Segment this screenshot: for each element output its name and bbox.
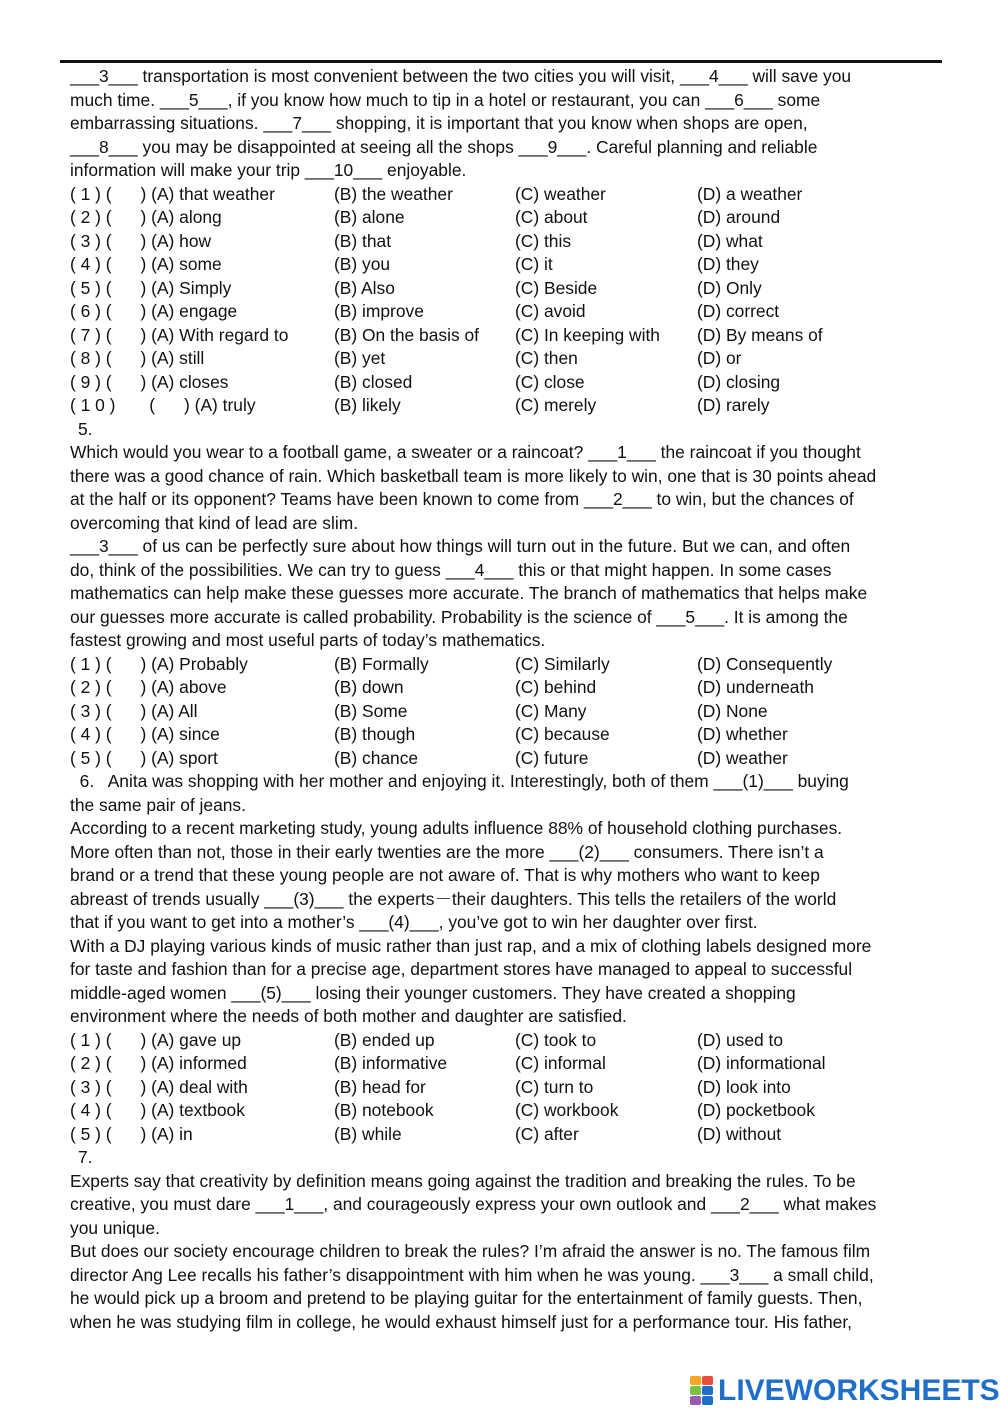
answer-option: (B) ended up bbox=[334, 1029, 435, 1050]
answer-option: (D) weather bbox=[697, 747, 788, 768]
question-number-and-option-a: ( 3 ) ( ) (A) how bbox=[70, 230, 212, 251]
answer-option: (B) chance bbox=[334, 747, 419, 768]
answer-option: (D) whether bbox=[697, 724, 788, 744]
answer-option: (D) Only bbox=[697, 277, 762, 298]
question-number-and-option-a: ( 1 0 ) ( ) (A) truly bbox=[70, 395, 256, 415]
answer-option: (C) it bbox=[515, 254, 553, 274]
question-row bbox=[70, 1099, 940, 1123]
passage-line: there was a good chance of rain. Which basketball team is more likely to win, one that is 30 points ahead bbox=[70, 465, 877, 486]
passage-line: More often than not, those in their early twenties are the more ___(2)___ consumers. There isn’t a bbox=[70, 841, 824, 862]
liveworksheets-logo[interactable] bbox=[690, 1374, 1000, 1408]
section-5-passage bbox=[70, 441, 940, 653]
brand-name: LIVEWORKSHEETS bbox=[718, 1374, 1000, 1407]
answer-option: (B) On the basis of bbox=[334, 324, 479, 345]
question-row bbox=[70, 300, 940, 324]
question-number-and-option-a: ( 6 ) ( ) (A) engage bbox=[70, 301, 238, 321]
question-number-and-option-a: ( 2 ) ( ) (A) along bbox=[70, 207, 222, 227]
question-row bbox=[70, 1052, 940, 1076]
answer-option: (C) future bbox=[515, 747, 589, 768]
answer-option: (D) By means of bbox=[697, 324, 823, 345]
passage-line: environment where the needs of both mother and daughter are satisfied. bbox=[70, 1006, 627, 1026]
answer-option: (B) head for bbox=[334, 1076, 426, 1097]
question-row bbox=[70, 371, 940, 395]
passage-line: abreast of trends usually ___(3)___ the experts－their daughters. This tells the retailers of the world bbox=[70, 888, 837, 909]
answer-option: (B) likely bbox=[334, 395, 401, 415]
passage-line: ___8___ you may be disappointed at seeing all the shops ___9___. Careful planning and reliable bbox=[70, 136, 818, 157]
answer-option: (B) down bbox=[334, 677, 404, 697]
answer-option: (C) this bbox=[515, 230, 572, 251]
question-number-and-option-a: ( 4 ) ( ) (A) textbook bbox=[70, 1100, 245, 1120]
answer-option: (D) what bbox=[697, 230, 763, 251]
question-row bbox=[70, 347, 940, 371]
question-row bbox=[70, 676, 940, 700]
answer-option: (B) improve bbox=[334, 301, 424, 321]
passage-line: ___3___ of us can be perfectly sure about how things will turn out in the future. But we can, and often bbox=[70, 536, 851, 556]
passage-line: do, think of the possibilities. We can try to guess ___4___ this or that might happen. In some cases bbox=[70, 559, 832, 580]
answer-option: (B) though bbox=[334, 724, 416, 744]
section-6-intro: 6. Anita was shopping with her mother and enjoying it. Interestingly, both of them ___(1)___ buying bbox=[70, 771, 849, 791]
question-number-and-option-a: ( 1 ) ( ) (A) gave up bbox=[70, 1029, 242, 1050]
answer-option: (B) notebook bbox=[334, 1100, 434, 1120]
question-row bbox=[70, 277, 940, 301]
question-number-and-option-a: ( 1 ) ( ) (A) that weather bbox=[70, 183, 275, 204]
answer-option: (D) look into bbox=[697, 1076, 791, 1097]
passage-line: that if you want to get into a mother’s ___(4)___, you’ve got to win her daughter over first. bbox=[70, 912, 758, 932]
question-row bbox=[70, 747, 940, 771]
section-5-number: 5. bbox=[78, 418, 93, 439]
passage-line: for taste and fashion than for a precise age, department stores have managed to appeal to successful bbox=[70, 959, 853, 979]
answer-option: (C) then bbox=[515, 348, 578, 368]
question-row bbox=[70, 206, 940, 230]
question-number-and-option-a: ( 7 ) ( ) (A) With regard to bbox=[70, 324, 289, 345]
answer-option: (C) Beside bbox=[515, 277, 598, 298]
logo-mark-icon bbox=[690, 1376, 714, 1406]
section-6-passage bbox=[70, 794, 940, 1029]
top-rule bbox=[60, 60, 942, 63]
question-row bbox=[70, 1029, 940, 1053]
question-number-and-option-a: ( 9 ) ( ) (A) closes bbox=[70, 371, 229, 392]
answer-option: (B) that bbox=[334, 230, 392, 251]
passage-line: fastest growing and most useful parts of today’s mathematics. bbox=[70, 630, 546, 650]
passage-line: at the half or its opponent? Teams have been known to come from ___2___ to win, but the chances of bbox=[70, 489, 854, 509]
question-row bbox=[70, 653, 940, 677]
question-number-and-option-a: ( 3 ) ( ) (A) deal with bbox=[70, 1076, 248, 1097]
answer-option: (C) weather bbox=[515, 183, 606, 204]
passage-line: Which would you wear to a football game, a sweater or a raincoat? ___1___ the raincoat if you thought bbox=[70, 442, 861, 462]
answer-option: (C) merely bbox=[515, 395, 597, 415]
question-row bbox=[70, 700, 940, 724]
answer-option: (B) alone bbox=[334, 207, 405, 227]
answer-option: (C) informal bbox=[515, 1053, 606, 1073]
answer-option: (B) Also bbox=[334, 277, 395, 298]
question-number-and-option-a: ( 5 ) ( ) (A) sport bbox=[70, 747, 218, 768]
answer-option: (B) closed bbox=[334, 371, 413, 392]
answer-option: (C) workbook bbox=[515, 1100, 619, 1120]
answer-option: (B) yet bbox=[334, 348, 386, 368]
passage-line: the same pair of jeans. bbox=[70, 794, 246, 815]
answer-option: (D) or bbox=[697, 348, 742, 368]
question-number-and-option-a: ( 2 ) ( ) (A) informed bbox=[70, 1053, 247, 1073]
question-row bbox=[70, 1123, 940, 1147]
answer-option: (C) Many bbox=[515, 700, 587, 721]
question-number-and-option-a: ( 8 ) ( ) (A) still bbox=[70, 348, 205, 368]
question-row bbox=[70, 1076, 940, 1100]
answer-option: (C) turn to bbox=[515, 1076, 594, 1097]
passage-line: ___3___ transportation is most convenient between the two cities you will visit, ___4___ will save you bbox=[70, 66, 852, 86]
passage-line: he would pick up a broom and pretend to be playing guitar for the entertainment of family guests. Then, bbox=[70, 1288, 863, 1308]
passage-line: when he was studying film in college, he would exhaust himself just for a performance tour. His father, bbox=[70, 1311, 853, 1332]
section-7-number: 7. bbox=[78, 1147, 93, 1167]
answer-option: (D) informational bbox=[697, 1053, 826, 1073]
passage-line: overcoming that kind of lead are slim. bbox=[70, 512, 359, 533]
answer-option: (C) behind bbox=[515, 677, 597, 697]
worksheet-content bbox=[70, 65, 940, 1334]
question-row bbox=[70, 324, 940, 348]
question-number-and-option-a: ( 5 ) ( ) (A) Simply bbox=[70, 277, 232, 298]
passage-line: mathematics can help make these guesses more accurate. The branch of mathematics that helps make bbox=[70, 583, 868, 603]
passage-line: According to a recent marketing study, young adults influence 88% of household clothing purchases. bbox=[70, 818, 843, 838]
answer-option: (C) took to bbox=[515, 1029, 597, 1050]
answer-option: (C) Similarly bbox=[515, 653, 610, 674]
answer-option: (D) None bbox=[697, 700, 768, 721]
question-number-and-option-a: ( 4 ) ( ) (A) some bbox=[70, 254, 222, 274]
passage-line: much time. ___5___, if you know how much to tip in a hotel or restaurant, you can ___6___ some bbox=[70, 89, 821, 110]
question-number-and-option-a: ( 5 ) ( ) (A) in bbox=[70, 1123, 193, 1144]
passage-line: Experts say that creativity by definition means going against the tradition and breaking the rules. To be bbox=[70, 1170, 856, 1191]
answer-option: (D) closing bbox=[697, 371, 781, 392]
question-row bbox=[70, 230, 940, 254]
passage-line: information will make your trip ___10___ enjoyable. bbox=[70, 160, 467, 180]
passage-line: creative, you must dare ___1___, and courageously express your own outlook and ___2___ what makes bbox=[70, 1194, 877, 1214]
question-row bbox=[70, 723, 940, 747]
answer-option: (C) close bbox=[515, 371, 585, 392]
answer-option: (D) pocketbook bbox=[697, 1100, 815, 1120]
answer-option: (C) avoid bbox=[515, 301, 586, 321]
answer-option: (D) used to bbox=[697, 1029, 784, 1050]
answer-option: (B) while bbox=[334, 1123, 402, 1144]
answer-option: (B) you bbox=[334, 254, 391, 274]
passage-line: our guesses more accurate is called probability. Probability is the science of ___5___. It is among the bbox=[70, 606, 848, 627]
answer-option: (C) In keeping with bbox=[515, 324, 660, 345]
question-number-and-option-a: ( 1 ) ( ) (A) Probably bbox=[70, 653, 248, 674]
section-4-passage bbox=[70, 65, 940, 183]
answer-option: (D) rarely bbox=[697, 395, 770, 415]
passage-line: embarrassing situations. ___7___ shopping, it is important that you know when shops are open, bbox=[70, 113, 808, 133]
answer-option: (B) the weather bbox=[334, 183, 453, 204]
answer-option: (D) without bbox=[697, 1123, 782, 1144]
passage-line: director Ang Lee recalls his father’s disappointment with him when he was young. ___3___ a small child, bbox=[70, 1264, 874, 1285]
answer-option: (D) a weather bbox=[697, 183, 803, 204]
answer-option: (D) Consequently bbox=[697, 653, 833, 674]
question-number-and-option-a: ( 2 ) ( ) (A) above bbox=[70, 677, 227, 697]
question-row bbox=[70, 253, 940, 277]
answer-option: (B) Some bbox=[334, 700, 408, 721]
question-number-and-option-a: ( 3 ) ( ) (A) All bbox=[70, 700, 198, 721]
answer-option: (B) Formally bbox=[334, 653, 429, 674]
answer-option: (C) after bbox=[515, 1123, 579, 1144]
answer-option: (C) about bbox=[515, 207, 588, 227]
passage-line: brand or a trend that these young people are not aware of. That is why mothers who want to keep bbox=[70, 865, 820, 885]
answer-option: (B) informative bbox=[334, 1053, 448, 1073]
answer-option: (D) around bbox=[697, 207, 781, 227]
passage-line: With a DJ playing various kinds of music rather than just rap, and a mix of clothing labels designed more bbox=[70, 935, 872, 956]
passage-line: But does our society encourage children to break the rules? I’m afraid the answer is no. The famous film bbox=[70, 1241, 871, 1261]
passage-line: middle-aged women ___(5)___ losing their younger customers. They have created a shopping bbox=[70, 982, 796, 1003]
passage-line: you unique. bbox=[70, 1217, 160, 1238]
answer-option: (D) underneath bbox=[697, 677, 814, 697]
answer-option: (D) they bbox=[697, 254, 759, 274]
question-row bbox=[70, 394, 940, 418]
section-5-options bbox=[70, 653, 940, 771]
section-7-passage bbox=[70, 1170, 940, 1335]
section-4-options bbox=[70, 183, 940, 418]
answer-option: (D) correct bbox=[697, 301, 780, 321]
question-number-and-option-a: ( 4 ) ( ) (A) since bbox=[70, 724, 220, 744]
answer-option: (C) because bbox=[515, 724, 610, 744]
question-row bbox=[70, 183, 940, 207]
section-6-options bbox=[70, 1029, 940, 1147]
